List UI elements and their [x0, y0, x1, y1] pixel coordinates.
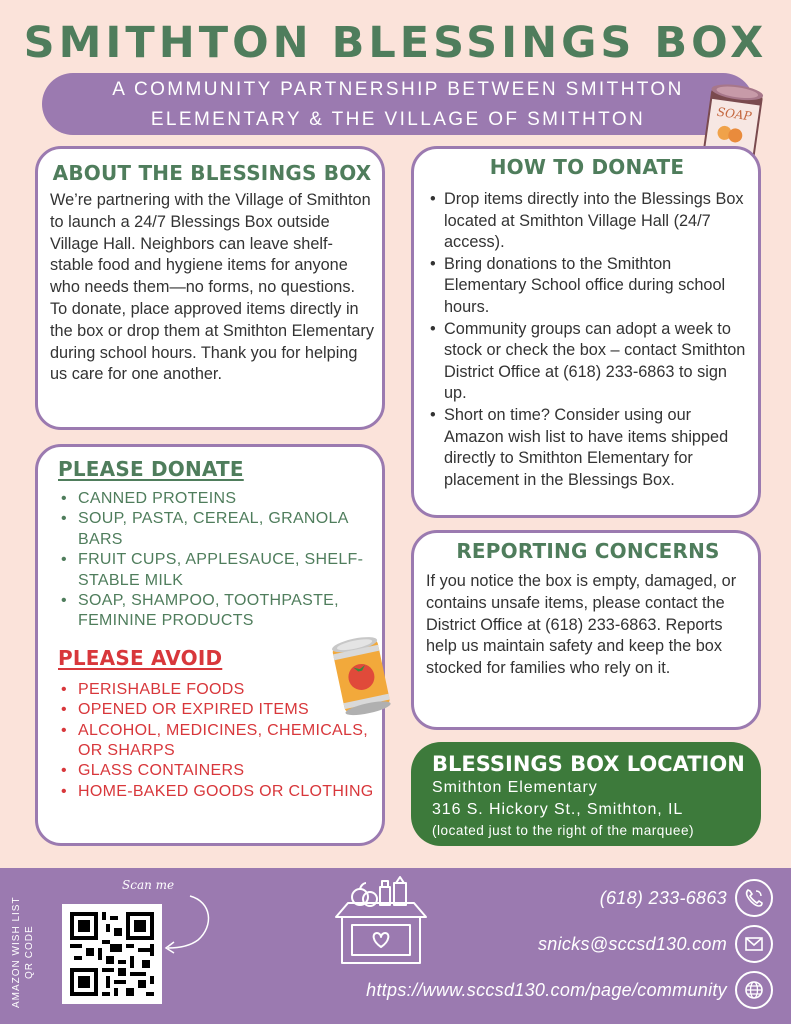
donation-box-icon: [330, 873, 432, 969]
please-avoid-list: [58, 680, 376, 802]
qr-code-icon: [62, 904, 162, 1004]
qr-code-label: [10, 892, 50, 1012]
scan-arrow-icon: [156, 886, 216, 956]
list-item: • Short on time? Consider using our Amazon wish list to have items shipped directly to Smithton Elementary for placement in the Blessings Box.: [424, 405, 750, 491]
list-item: • GLASS CONTAINERS: [58, 761, 376, 781]
soap-can-label: SOAP: [716, 104, 753, 124]
amazon-wish-list-qr-code[interactable]: [62, 904, 162, 1004]
list-item: • HOME-BAKED GOODS OR CLOTHING: [58, 782, 376, 802]
scan-me-label: Scan me: [122, 878, 175, 892]
about-heading: ABOUT THE BLESSINGS BOX: [52, 161, 372, 185]
banner-line-1: A COMMUNITY PARTNERSHIP BETWEEN SMITHTON: [112, 79, 684, 100]
how-to-donate-list: [424, 189, 750, 491]
list-item: • PERISHABLE FOODS: [58, 680, 376, 700]
globe-icon: [735, 971, 773, 1009]
location-heading: BLESSINGS BOX LOCATION: [432, 752, 745, 776]
contact-email[interactable]: snicks@sccsd130.com: [537, 934, 727, 954]
banner-line-2: ELEMENTARY & THE VILLAGE OF SMITHTON: [150, 109, 646, 130]
how-to-donate-heading: HOW TO DONATE: [489, 155, 685, 179]
about-card: [35, 146, 385, 430]
contact-website[interactable]: https://www.sccsd130.com/page/community: [366, 980, 727, 1000]
list-item: • OPENED OR EXPIRED ITEMS: [58, 700, 376, 720]
reporting-heading: REPORTING CONCERNS: [456, 539, 720, 563]
please-donate-list: [58, 489, 376, 632]
about-text: We’re partnering with the Village of Smithton to launch a 24/7 Blessings Box outside Village Hall. Neighbors can leave shelf-stable food and hygiene items for anyone who needs them—no forms, no questions. To donate, place approved items directly in the box or drop them at Smithton Elementary during school hours. Thank you for helping us care for one another.: [50, 191, 374, 384]
list-item: • Community groups can adopt a week to stock or check the box – contact Smithton District Office at (618) 233-6863 to sign up.: [424, 319, 750, 405]
location-card: [411, 742, 761, 846]
location-note: (located just to the right of the marquee): [432, 823, 695, 838]
list-item: • Bring donations to the Smithton Elementary School office during school hours.: [424, 254, 750, 319]
list-item: • FRUIT CUPS, APPLESAUCE, SHELF-STABLE MILK: [58, 550, 376, 591]
list-item: • Drop items directly into the Blessings Box located at Smithton Village Hall (24/7 access).: [424, 189, 750, 254]
location-address: 316 S. Hickory St., Smithton, IL: [432, 801, 684, 818]
how-to-donate-card: [411, 146, 761, 518]
envelope-icon: [735, 925, 773, 963]
list-item: • SOAP, SHAMPOO, TOOTHPASTE, FEMININE PRODUCTS: [58, 591, 376, 632]
list-item: • SOUP, PASTA, CEREAL, GRANOLA BARS: [58, 509, 376, 550]
please-avoid-heading: PLEASE AVOID: [58, 645, 223, 670]
list-item: • CANNED PROTEINS: [58, 489, 376, 509]
location-name: Smithton Elementary: [432, 779, 598, 796]
reporting-card: [411, 530, 761, 730]
phone-icon: [735, 879, 773, 917]
contact-phone[interactable]: (618) 233-6863: [599, 888, 727, 908]
subtitle-banner: [42, 73, 754, 135]
list-item: • ALCOHOL, MEDICINES, CHEMICALS, OR SHARPS: [58, 721, 376, 762]
tomato-can-illustration: [330, 633, 392, 717]
qr-label-line-2: QR CODE: [24, 925, 35, 979]
qr-label-line-1: AMAZON WISH LIST: [11, 896, 22, 1008]
please-donate-heading: PLEASE DONATE: [58, 457, 244, 481]
reporting-text: If you notice the box is empty, damaged, or contains unsafe items, please contact the District Office at (618) 233-6863. Reports help us maintain safety and keep the box stocked for families who rely on it.: [426, 572, 737, 678]
page-title: SMITHTON BLESSINGS BOX: [23, 18, 768, 68]
